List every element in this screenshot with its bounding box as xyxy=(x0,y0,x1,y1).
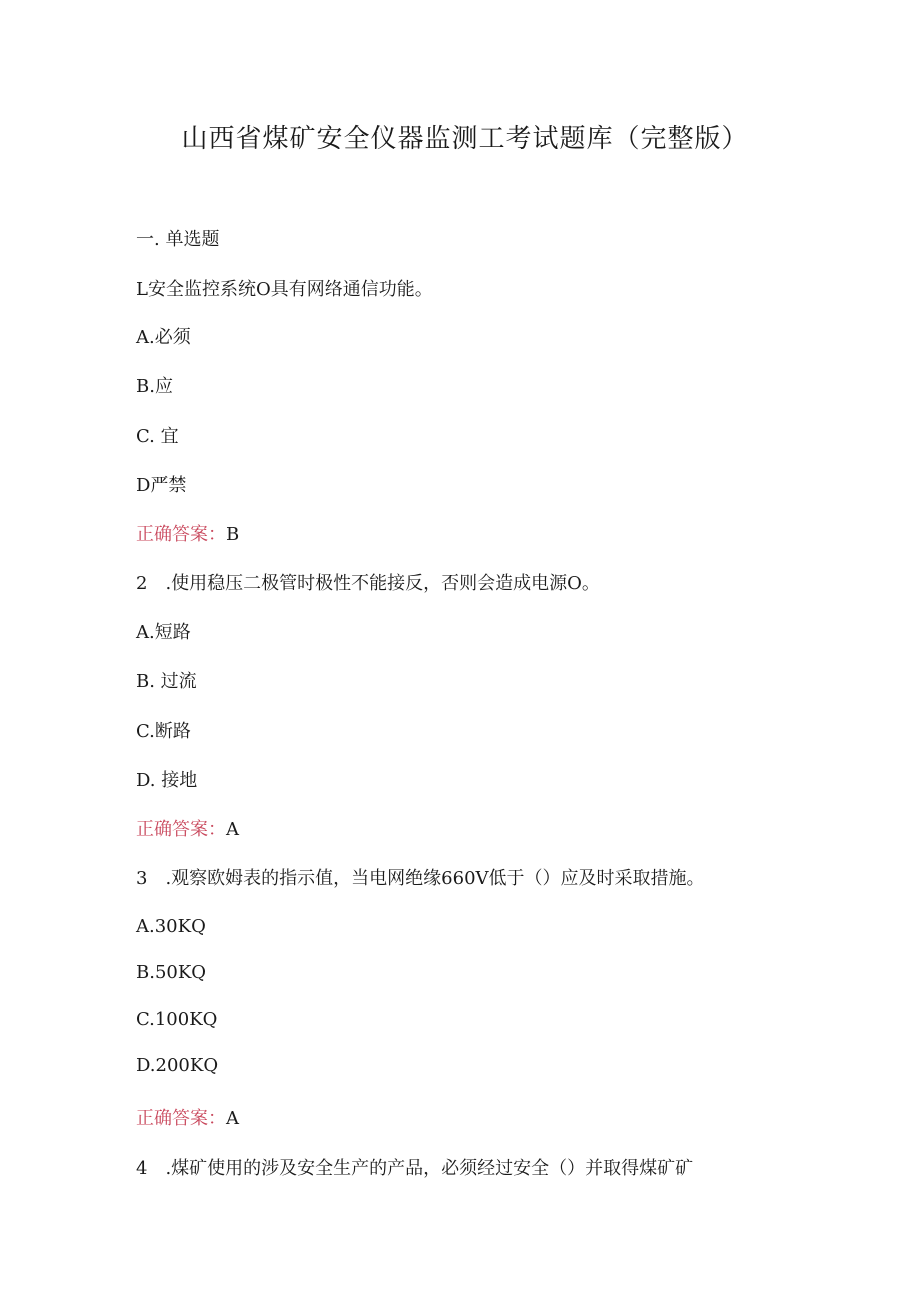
question-2-option-a: A.短路 xyxy=(136,622,191,643)
question-2-option-d: D. 接地 xyxy=(136,770,198,791)
question-3-option-d: D.200KQ xyxy=(136,1055,219,1076)
question-1-option-a: A.必须 xyxy=(136,327,191,348)
question-1-option-d: D严禁 xyxy=(136,475,187,496)
answer-value: A xyxy=(226,819,239,840)
section-heading: 一. 单选题 xyxy=(136,229,220,250)
question-1-stem: L安全监控系统O具有网络通信功能。 xyxy=(136,279,433,300)
question-2-option-b: B. 过流 xyxy=(136,671,197,692)
answer-value: A xyxy=(226,1108,239,1129)
question-3-answer xyxy=(136,1107,239,1131)
answer-label: 正确答案： xyxy=(136,1108,226,1129)
question-1-option-b: B.应 xyxy=(136,376,173,397)
question-3-option-b: B.50KQ xyxy=(136,962,207,983)
question-1-answer xyxy=(136,523,239,547)
answer-label: 正确答案： xyxy=(136,819,226,840)
question-2-answer xyxy=(136,818,239,842)
question-3-option-c: C.100KQ xyxy=(136,1009,218,1030)
answer-label: 正确答案： xyxy=(136,524,226,545)
question-1-option-c: C. 宜 xyxy=(136,426,179,447)
question-2-stem: 2 .使用稳压二极管时极性不能接反，否则会造成电源O。 xyxy=(136,573,600,594)
question-2-option-c: C.断路 xyxy=(136,721,191,742)
question-3-option-a: A.30KQ xyxy=(136,916,206,937)
document-title: 山西省煤矿安全仪器监测工考试题库（完整版） xyxy=(181,124,749,154)
question-4-stem: 4 .煤矿使用的涉及安全生产的产品，必须经过安全（）并取得煤矿矿 xyxy=(136,1158,694,1179)
answer-value: B xyxy=(226,524,240,545)
question-3-stem: 3 .观察欧姆表的指示值，当电网绝缘660V低于（）应及时采取措施。 xyxy=(136,868,705,889)
